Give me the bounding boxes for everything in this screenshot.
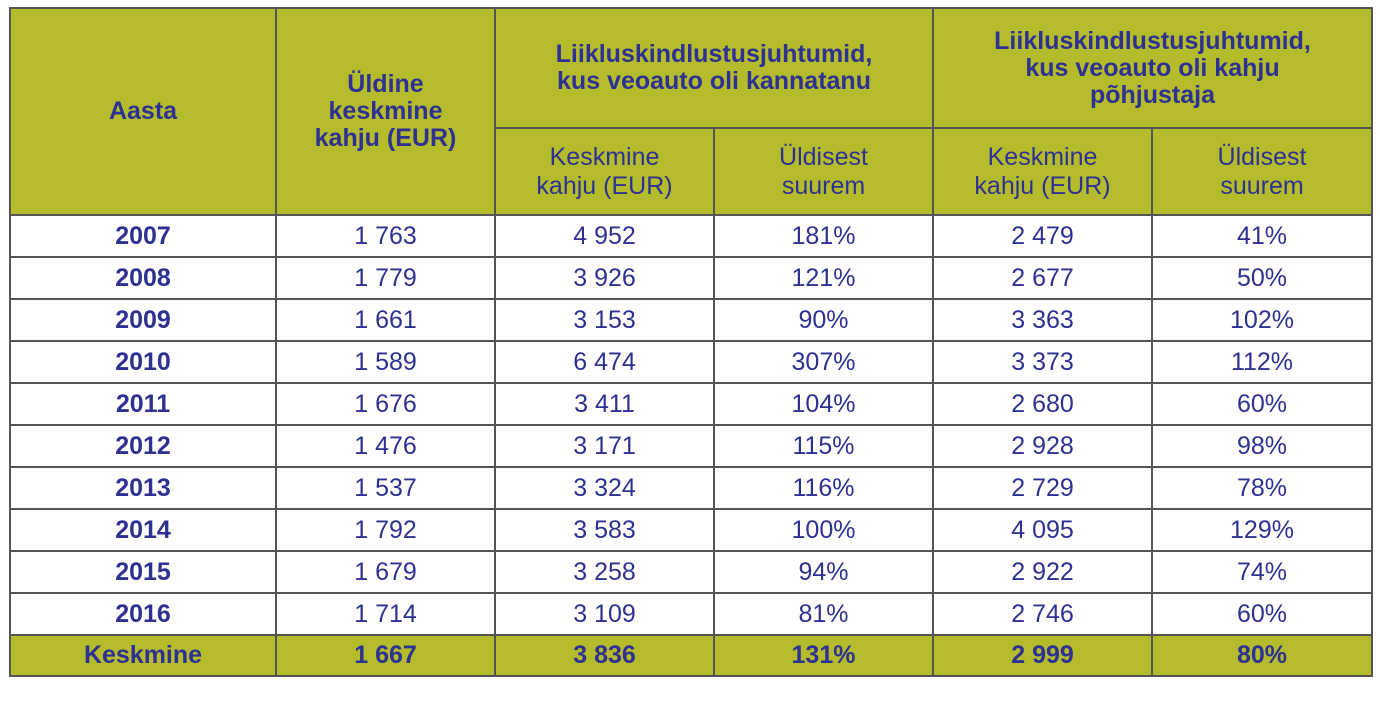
cell-overall: 1 537 [276, 467, 495, 509]
header-cause-line-2: kus veoauto oli kahju [1025, 53, 1280, 82]
cell-victim-pct: 121% [714, 257, 933, 299]
table-row [10, 425, 1372, 467]
cell-victim-avg: 3 153 [495, 299, 714, 341]
cell-cause-pct: 129% [1152, 509, 1372, 551]
cell-cause-avg: 3 363 [933, 299, 1152, 341]
cell-victim-pct: 115% [714, 425, 933, 467]
header-cause-avg-line-1: Keskmine [987, 142, 1098, 171]
header-year-label: Aasta [108, 97, 178, 125]
cell-year: 2014 [10, 509, 276, 551]
cell-victim-pct: 90% [714, 299, 933, 341]
cell-victim-avg: 3 109 [495, 593, 714, 635]
cell-year: 2015 [10, 551, 276, 593]
header-victim-pct-line-1: Üldisest [779, 142, 868, 171]
cell-victim-avg: 3 583 [495, 509, 714, 551]
header-victim-line-2: kus veoauto oli kannatanu [557, 67, 871, 95]
table-row [10, 551, 1372, 593]
table-row [10, 593, 1372, 635]
insurance-claims-table [9, 7, 1373, 677]
header-overall [276, 8, 495, 215]
cell-cause-pct: 41% [1152, 215, 1372, 257]
cell-cause-avg: 2 680 [933, 383, 1152, 425]
cell-overall: 1 661 [276, 299, 495, 341]
header-cause-line-1: Liikluskindlustusjuhtumid, [994, 26, 1311, 55]
cell-cause-avg: 2 928 [933, 425, 1152, 467]
cell-overall: 1 779 [276, 257, 495, 299]
header-victim-group [495, 8, 933, 128]
cell-average-cause-avg: 2 999 [933, 635, 1152, 676]
header-cause-pct [1152, 128, 1372, 215]
cell-overall: 1 792 [276, 509, 495, 551]
header-victim-pct-line-2: suurem [781, 171, 866, 200]
cell-victim-avg: 4 952 [495, 215, 714, 257]
cell-overall: 1 589 [276, 341, 495, 383]
cell-victim-pct: 181% [714, 215, 933, 257]
table-row [10, 509, 1372, 551]
cell-victim-avg: 6 474 [495, 341, 714, 383]
cell-overall: 1 763 [276, 215, 495, 257]
header-victim-pct [714, 128, 933, 215]
cell-year: 2007 [10, 215, 276, 257]
cell-average-victim-avg: 3 836 [495, 635, 714, 676]
cell-victim-pct: 104% [714, 383, 933, 425]
cell-cause-pct: 78% [1152, 467, 1372, 509]
header-overall-line-1: Üldine [347, 70, 424, 98]
cell-year: 2013 [10, 467, 276, 509]
cell-cause-avg: 3 373 [933, 341, 1152, 383]
table-row [10, 215, 1372, 257]
cell-cause-avg: 2 729 [933, 467, 1152, 509]
cell-cause-avg: 2 479 [933, 215, 1152, 257]
cell-cause-pct: 112% [1152, 341, 1372, 383]
cell-average-label: Keskmine [10, 635, 276, 676]
cell-victim-pct: 81% [714, 593, 933, 635]
cell-cause-avg: 2 677 [933, 257, 1152, 299]
cell-year: 2016 [10, 593, 276, 635]
header-victim-avg-line-2: kahju (EUR) [536, 171, 673, 200]
header-overall-line-2: keskmine [328, 97, 443, 125]
cell-cause-avg: 2 922 [933, 551, 1152, 593]
cell-overall: 1 476 [276, 425, 495, 467]
cell-year: 2008 [10, 257, 276, 299]
cell-overall: 1 676 [276, 383, 495, 425]
cell-victim-avg: 3 258 [495, 551, 714, 593]
header-cause-avg [933, 128, 1152, 215]
cell-cause-pct: 74% [1152, 551, 1372, 593]
cell-year: 2009 [10, 299, 276, 341]
cell-victim-avg: 3 926 [495, 257, 714, 299]
table-row [10, 467, 1372, 509]
table-row [10, 299, 1372, 341]
cell-victim-pct: 100% [714, 509, 933, 551]
cell-overall: 1 714 [276, 593, 495, 635]
cell-cause-pct: 50% [1152, 257, 1372, 299]
header-cause-avg-line-2: kahju (EUR) [974, 171, 1111, 200]
cell-victim-pct: 307% [714, 341, 933, 383]
table-row [10, 383, 1372, 425]
cell-victim-avg: 3 411 [495, 383, 714, 425]
average-row [10, 635, 1372, 676]
header-victim-avg-line-1: Keskmine [549, 142, 660, 171]
cell-cause-avg: 4 095 [933, 509, 1152, 551]
table-row [10, 341, 1372, 383]
cell-year: 2011 [10, 383, 276, 425]
cell-cause-pct: 60% [1152, 593, 1372, 635]
header-year [10, 8, 276, 215]
header-victim-avg [495, 128, 714, 215]
cell-victim-pct: 116% [714, 467, 933, 509]
cell-victim-avg: 3 171 [495, 425, 714, 467]
cell-year: 2012 [10, 425, 276, 467]
table-row [10, 257, 1372, 299]
cell-cause-pct: 98% [1152, 425, 1372, 467]
cell-average-overall: 1 667 [276, 635, 495, 676]
cell-cause-pct: 60% [1152, 383, 1372, 425]
header-cause-pct-line-1: Üldisest [1217, 142, 1307, 171]
cell-cause-avg: 2 746 [933, 593, 1152, 635]
cell-cause-pct: 102% [1152, 299, 1372, 341]
cell-average-cause-pct: 80% [1152, 635, 1372, 676]
header-cause-pct-line-2: suurem [1220, 171, 1304, 200]
header-cause-group [933, 8, 1372, 128]
header-victim-line-1: Liikluskindlustusjuhtumid, [555, 40, 873, 68]
cell-victim-avg: 3 324 [495, 467, 714, 509]
cell-year: 2010 [10, 341, 276, 383]
header-overall-line-3: kahju (EUR) [314, 124, 457, 152]
header-cause-line-3: põhjustaja [1089, 80, 1215, 109]
cell-average-victim-pct: 131% [714, 635, 933, 676]
cell-overall: 1 679 [276, 551, 495, 593]
cell-victim-pct: 94% [714, 551, 933, 593]
